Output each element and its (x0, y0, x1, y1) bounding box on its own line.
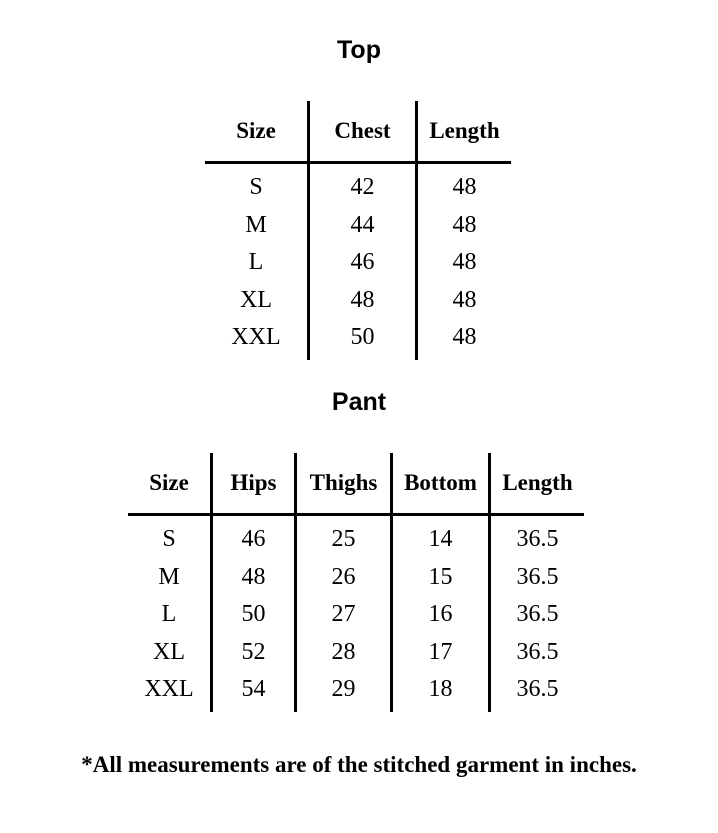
top-header-chest: Chest (307, 101, 415, 161)
table-cell: 27 (294, 596, 390, 634)
table-cell: 44 (307, 207, 415, 245)
table-cell: 48 (307, 282, 415, 320)
table-cell: XL (153, 638, 185, 665)
table-row (205, 244, 511, 282)
table-cell: 52 (210, 634, 294, 672)
table-cell: 48 (415, 244, 511, 282)
table-cell: 48 (415, 319, 511, 360)
table-row (128, 559, 584, 597)
table-cell: 36.5 (488, 671, 584, 712)
table-cell: 50 (210, 596, 294, 634)
top-size-table (205, 101, 511, 360)
table-cell: XL (240, 286, 272, 313)
table-cell: 14 (390, 516, 488, 559)
table-cell: 36.5 (488, 559, 584, 597)
measurement-footnote: *All measurements are of the stitched garment in inches. (81, 752, 637, 777)
table-cell: XXL (144, 676, 194, 703)
table-row (205, 282, 511, 320)
table-cell: 15 (390, 559, 488, 597)
table-cell: 36.5 (488, 634, 584, 672)
pant-header-size: Size (149, 470, 189, 495)
table-cell: S (249, 174, 263, 200)
pant-table-title: Pant (331, 388, 387, 416)
table-cell: 54 (210, 671, 294, 712)
pant-header-length: Length (488, 453, 584, 513)
table-cell: L (248, 249, 264, 276)
table-row (128, 516, 584, 559)
table-cell: 48 (210, 559, 294, 597)
top-header-size: Size (236, 118, 276, 143)
table-cell: 16 (390, 596, 488, 634)
table-row (205, 164, 511, 207)
top-table-header-row (205, 101, 511, 164)
top-header-length: Length (415, 101, 511, 161)
table-cell: XXL (231, 324, 281, 351)
table-cell: 48 (415, 282, 511, 320)
pant-header-bottom: Bottom (390, 453, 488, 513)
table-cell: 46 (307, 244, 415, 282)
table-cell: 50 (307, 319, 415, 360)
table-cell: 28 (294, 634, 390, 672)
table-cell: 48 (415, 207, 511, 245)
table-cell: 36.5 (488, 596, 584, 634)
table-row (128, 671, 584, 712)
table-cell: 46 (210, 516, 294, 559)
table-row (205, 319, 511, 360)
table-row (128, 634, 584, 672)
pant-table-body (128, 516, 584, 712)
table-cell: 29 (294, 671, 390, 712)
table-cell: 42 (307, 164, 415, 207)
table-cell: L (161, 601, 177, 628)
table-cell: M (158, 563, 180, 590)
top-table-body (205, 164, 511, 360)
top-table-title: Top (337, 36, 381, 64)
pant-table-header-row (128, 453, 584, 516)
table-row (205, 207, 511, 245)
table-cell: 36.5 (488, 516, 584, 559)
table-cell: 25 (294, 516, 390, 559)
table-cell: S (162, 526, 176, 552)
table-row (128, 596, 584, 634)
pant-header-thighs: Thighs (294, 453, 390, 513)
table-cell: 18 (390, 671, 488, 712)
pant-header-hips: Hips (210, 453, 294, 513)
table-cell: 26 (294, 559, 390, 597)
table-cell: 17 (390, 634, 488, 672)
table-cell: 48 (415, 164, 511, 207)
pant-size-table (128, 453, 584, 712)
table-cell: M (245, 211, 267, 238)
